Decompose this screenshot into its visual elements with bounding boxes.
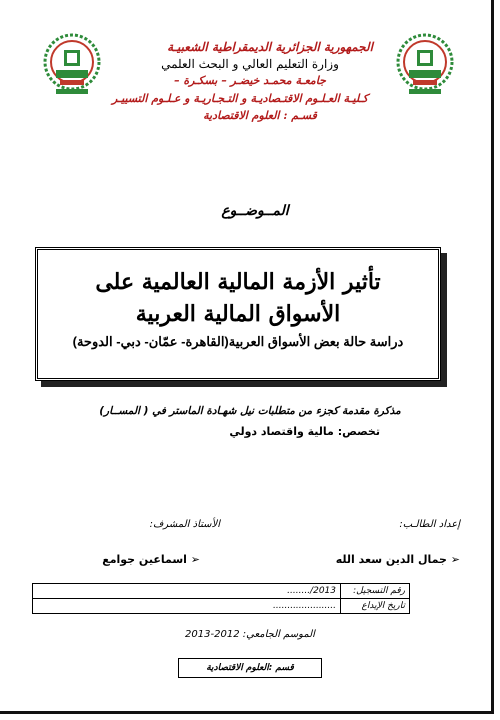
title-line-1: تأثير الأزمة المالية العالمية على xyxy=(95,269,381,295)
header-faculty: كـليـة العـلـوم الاقتـصاديـة و التـجـاريـة و عـلـوم التسييـر xyxy=(111,92,369,105)
table-row xyxy=(33,584,410,599)
student-name: جمال الدين سعد الله xyxy=(335,553,447,566)
title-box xyxy=(35,247,441,381)
registration-table xyxy=(32,583,410,614)
supervisor-label: الأستاذ المشرف: xyxy=(149,519,220,530)
academic-year: الموسم الجامعي: 2012-2013 xyxy=(185,629,315,640)
footer-department: قسم :العلوم الاقتصادية xyxy=(178,658,322,678)
registration-number-label: رقم التسجيل: xyxy=(341,584,410,599)
subject-label: المــوضــوع xyxy=(221,203,289,219)
header-ministry: وزارة التعليم العالي و البحث العلمي xyxy=(161,57,339,71)
bullet-icon: ➢ xyxy=(450,553,460,566)
student-name-row xyxy=(280,553,460,566)
supervisor-name-row xyxy=(40,553,200,566)
header-department: قسـم : العلوم الاقتصادية xyxy=(203,109,317,122)
thesis-note: مذكرة مقدمة كجزء من متطلبات نيل شهـادة الماستر في ( المســار) xyxy=(99,405,401,417)
deposit-date-label: تاريخ الإيداع xyxy=(341,599,410,614)
title-line-2: الأسواق المالية العربية xyxy=(135,301,341,327)
title-subtitle: دراسة حالة بعض الأسواق العربية(القاهرة- عمّان- دبي- الدوحة) xyxy=(72,334,404,349)
registration-number-value: 2013/........ xyxy=(33,584,341,599)
prepared-by-label: إعداد الطالـب: xyxy=(399,519,460,530)
specialization: تخصص: مالية واقتصاد دولي xyxy=(229,425,380,438)
bullet-icon: ➢ xyxy=(190,553,200,566)
header-republic: الجمهورية الجزائرية الديمقراطية الشعبيـة xyxy=(167,40,373,54)
supervisor-name: اسماعين جوامع xyxy=(102,553,187,566)
table-row xyxy=(33,599,410,614)
deposit-date-value: ...................... xyxy=(33,599,341,614)
header-university: جامعـة محمـد خيضـر – بسكـرة – xyxy=(174,74,326,87)
